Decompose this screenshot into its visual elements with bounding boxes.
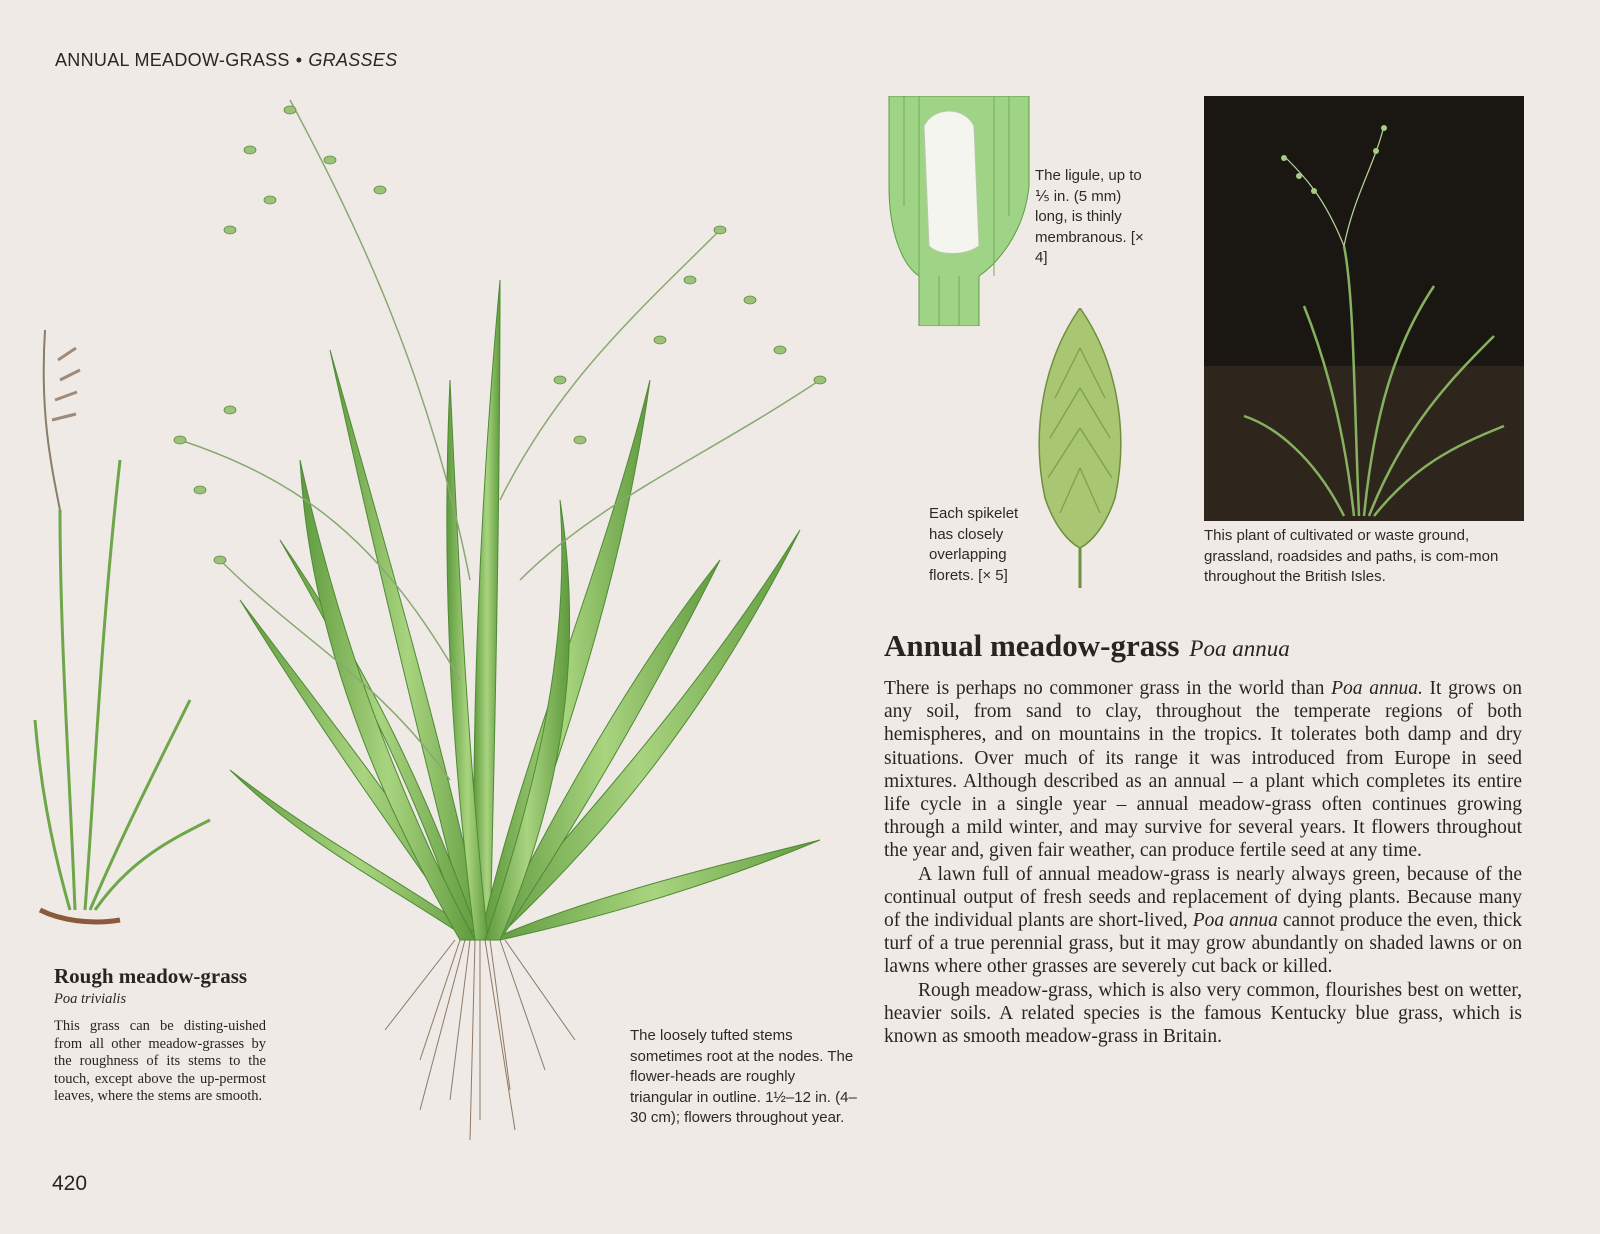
p1-text-a: There is perhaps no commoner grass in the world than (884, 678, 1332, 699)
body-paragraph-2 (884, 863, 1522, 979)
running-head-section: GRASSES (308, 50, 398, 70)
spikelet-illustration (1030, 308, 1130, 588)
main-title (884, 628, 1290, 664)
main-body (884, 677, 1522, 1048)
running-head-separator: • (295, 50, 303, 70)
ligule-illustration (884, 96, 1034, 326)
spikelet-caption: Each spikelet has closely overlapping florets. [× 5] (929, 505, 1019, 584)
running-head-title: ANNUAL MEADOW-GRASS (55, 50, 290, 70)
annual-meadow-grass-illustration (0, 80, 880, 1160)
p1-text-b: It grows on any soil, from sand to clay, throughout the temperate regions of both hemispheres, and on mountains in the tropics. It tolerates both damp and dry situations. Over much of its range it was introduced from Europe in seed mixtures. Although described as an annual – a plant which completes its entire life cycle in a single year – annual meadow-grass often continues growing through a mild winter, and may survive for several years. It flowers throughout the year and, given fair weather, can produce fertile seed at any time. (884, 678, 1522, 862)
p2-text-b: cannot produce the even, thick turf of a true perennial grass, but it may grow abundantly on shaded lawns or on lawns where other grasses are severely cut back or killed. (884, 910, 1522, 978)
stems-caption: The loosely tufted stems sometimes root at the nodes. The flower-heads are roughly triangular in outline. 1½–12 in. (4–30 cm); flowers throughout year. (630, 1027, 857, 1126)
rough-meadow-grass-latin: Poa trivialis (54, 991, 127, 1007)
main-title-name: Annual meadow-grass (884, 628, 1180, 663)
rough-meadow-grass-title: Rough meadow-grass (54, 964, 248, 988)
habitat-photo (1204, 96, 1524, 521)
body-paragraph-3: Rough meadow-grass, which is also very common, flourishes best on wetter, heavier soils. A related species is the famous Kentucky blue grass, which is known as smooth meadow-grass in Britain. (884, 979, 1522, 1048)
ligule-caption: The ligule, up to ⅕ in. (5 mm) long, is thinly membranous. [× 4] (1035, 167, 1144, 266)
flowering-stems (180, 100, 820, 780)
p2-text-a: A lawn full of annual meadow-grass is nearly always green, because of the continual output of fresh seeds and replacement of dying plants. Because many of the individual plants are short-lived, (884, 863, 1522, 932)
running-head (55, 50, 397, 71)
main-title-latin: Poa annua (1189, 636, 1290, 661)
roots (385, 940, 575, 1140)
photo-caption: This plant of cultivated or waste ground, grassland, roadsides and paths, is com-mon throughout the British Isles. (1204, 527, 1499, 585)
rough-meadow-grass-description: This grass can be disting-uished from all other meadow-grasses by the roughness of its stems to the touch, except above the up-permost leaves, where the stems are smooth. (54, 1018, 266, 1105)
p1-italic: Poa annua. (1331, 678, 1423, 699)
body-paragraph-1 (884, 677, 1522, 863)
rough-meadow-grass-plant (35, 330, 210, 922)
p2-italic: Poa annua (1192, 910, 1278, 932)
leaves (230, 280, 820, 940)
page-number: 420 (52, 1172, 88, 1195)
